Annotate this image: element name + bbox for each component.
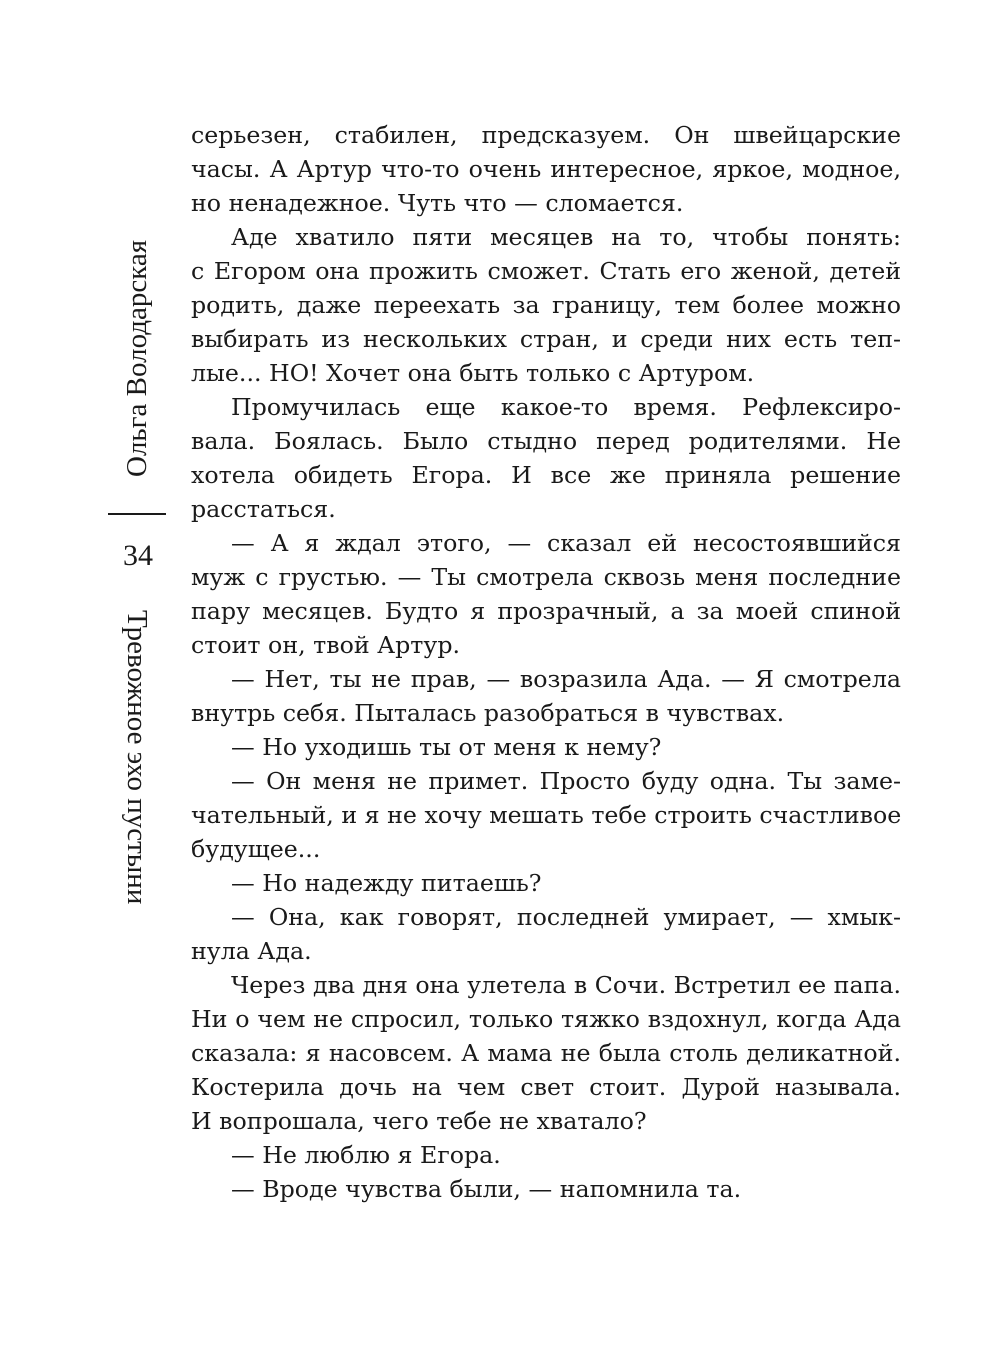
text-line: с Егором она прожить сможет. Стать его женой, детей (191, 257, 901, 285)
running-header-author: Ольга Володарская (121, 239, 153, 477)
text-line: — Нет, ты не прав, — возразила Ада. — Я смотрела (231, 665, 901, 693)
text-line: сказала: я насовсем. А мама не была столь деликатной. (191, 1039, 901, 1067)
text-line: стоит он, твой Артур. (191, 631, 461, 659)
text-line: — Но надежду питаешь? (231, 869, 542, 897)
text-line: Ни о чем не спросил, только тяжко вздохнул, когда Ада (191, 1005, 901, 1033)
text-line: будущее... (191, 835, 321, 863)
text-line: выбирать из нескольких стран, и среди них есть теп- (191, 325, 901, 353)
page-number: 34 (123, 539, 153, 572)
text-line: — Но уходишь ты от меня к нему? (231, 733, 662, 761)
text-line: Промучилась еще какое-то время. Рефлексиро- (231, 393, 901, 421)
text-line: внутрь себя. Пыталась разобраться в чувствах. (191, 699, 785, 727)
text-line: пару месяцев. Будто я прозрачный, а за моей спиной (191, 597, 901, 625)
text-line: нула Ада. (191, 937, 312, 965)
text-line: расстаться. (191, 495, 336, 523)
text-line: часы. А Артур что-то очень интересное, яркое, модное, (191, 155, 901, 183)
text-line: Через два дня она улетела в Сочи. Встретил ее папа. (231, 971, 902, 999)
text-line: — Вроде чувства были, — напомнила та. (231, 1175, 742, 1203)
text-line: родить, даже переехать за границу, тем более можно (191, 291, 901, 319)
text-line: хотела обидеть Егора. И все же приняла решение (191, 461, 901, 489)
text-line: серьезен, стабилен, предсказуем. Он швейцарские (191, 121, 901, 149)
text-line: лые... НО! Хочет она быть только с Артуром. (191, 359, 755, 387)
text-line: но ненадежное. Чуть что — сломается. (191, 189, 684, 217)
text-line: Аде хватило пяти месяцев на то, чтобы понять: (231, 223, 901, 251)
text-line: — Не люблю я Егора. (231, 1141, 501, 1169)
text-line: Костерила дочь на чем свет стоит. Дурой называла. (191, 1073, 901, 1101)
header-divider (108, 513, 166, 515)
text-line: — Она, как говорят, последней умирает, — хмык- (231, 903, 901, 931)
text-line: И вопрошала, чего тебе не хватало? (191, 1107, 647, 1135)
text-line: — Он меня не примет. Просто буду одна. Ты заме- (231, 767, 901, 795)
body-text (191, 118, 901, 1206)
text-line: — А я ждал этого, — сказал ей несостоявшийся (231, 529, 901, 557)
text-line: вала. Боялась. Было стыдно перед родителями. Не (191, 427, 901, 455)
text-line: чательный, и я не хочу мешать тебе строить счастливое (191, 801, 902, 829)
text-line: муж с грустью. — Ты смотрела сквозь меня последние (191, 563, 901, 591)
running-header-book-title: Тревожное эхо пустыни (121, 610, 153, 905)
